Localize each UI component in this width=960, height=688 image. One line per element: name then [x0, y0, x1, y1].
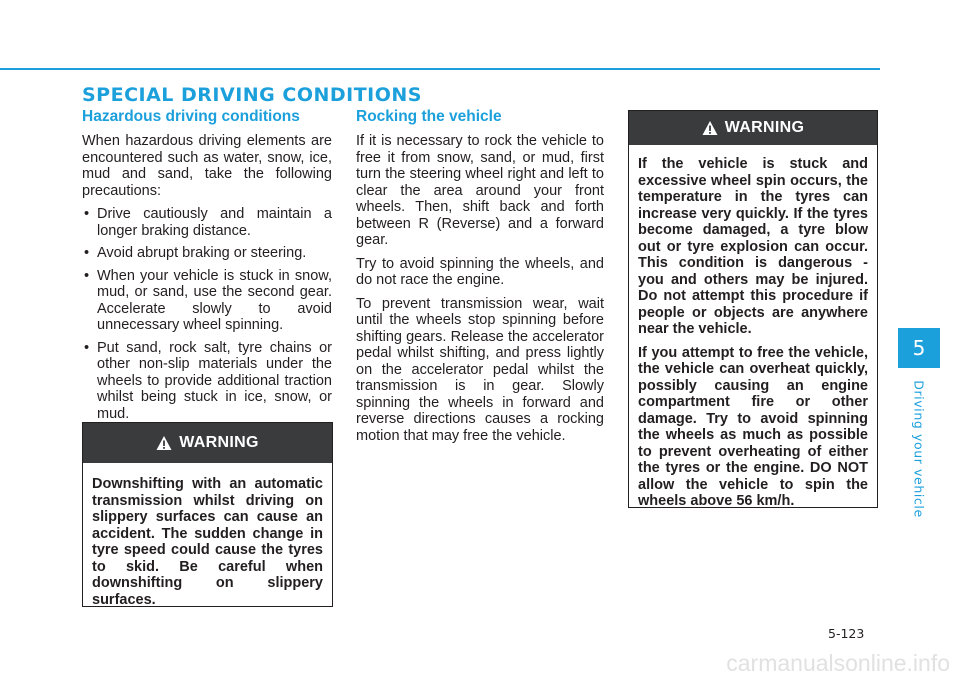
warning-box-downshifting	[82, 422, 333, 607]
rocking-paragraph: Try to avoid spinning the wheels, and do not race the engine.	[356, 255, 604, 288]
list-item: • Avoid abrupt braking or steering.	[82, 245, 332, 262]
rocking-heading: Rocking the vehicle	[356, 108, 502, 125]
list-item: • Put sand, rock salt, tyre chains or other non-slip materials under the wheels to provide additional traction whilst being stuck in ice, snow, or mud.	[82, 340, 332, 423]
warning-paragraph: If the vehicle is stuck and excessive wheel spin occurs, the temperature in the tyres can increase very quickly. If the tyres become damaged, a tyre blow out or tyre explosion can occur. This condition is dangerous - you and others may be injured. Do not attempt this procedure if people or objects are anywhere near the vehicle.	[638, 156, 868, 337]
watermark: carmanualsonline.info	[726, 650, 950, 676]
chapter-number-tab: 5	[898, 328, 940, 368]
warning-header	[83, 423, 332, 463]
warning-paragraph: If you attempt to free the vehicle, the vehicle can overheat quickly, possibly causing an engine compartment fire or other damage. Try to avoid spinning the wheels as much as possible to prevent overheating of either the tyres or the engine. DO NOT allow the vehicle to spin the wheels above 56 km/h.	[638, 344, 868, 509]
list-item: • When your vehicle is stuck in snow, mud, or sand, use the second gear. Accelerate slowly to avoid unnecessary wheel spinning.	[82, 268, 332, 334]
header-rule	[0, 68, 880, 70]
rocking-paragraph: If it is necessary to rock the vehicle to free it from snow, sand, or mud, first turn the steering wheel right and left to clear the area around your front wheels. Then, shift back and forth between R (Reverse) and a forward gear.	[356, 133, 604, 248]
hazardous-section	[82, 108, 332, 428]
warning-title: WARNING	[179, 434, 259, 451]
chapter-name-label	[898, 380, 940, 518]
rocking-section	[356, 108, 604, 451]
warning-header	[629, 111, 877, 145]
warning-title: WARNING	[724, 119, 805, 136]
warning-text: Downshifting with an automatic transmission whilst driving on slippery surfaces can cause an accident. The sudden change in tyre speed could cause the tyres to skid. Be careful when downshifting on slippery surfaces.	[92, 476, 323, 608]
hazardous-heading: Hazardous driving conditions	[82, 108, 300, 125]
list-item: • Drive cautiously and maintain a longer braking distance.	[82, 206, 332, 239]
warning-text	[629, 145, 877, 510]
page-number: 5-123	[828, 626, 865, 641]
warning-triangle-icon	[156, 435, 172, 451]
warning-triangle-icon	[702, 120, 718, 136]
chapter-name-text: Driving your vehicle	[911, 380, 927, 518]
warning-box-wheel-spin	[628, 110, 878, 508]
rocking-paragraph: To prevent transmission wear, wait until the wheels stop spinning before shifting gears. Release the accelerator pedal whilst shifting, and press lightly on the accelerator pedal whilst the transmission is in gear. Slowly spinning the wheels in forward and reverse directions causes a rocking motion that may free the vehicle.	[356, 295, 604, 444]
section-title: SPECIAL DRIVING CONDITIONS	[82, 84, 422, 106]
precautions-list	[82, 206, 332, 422]
hazardous-intro: When hazardous driving elements are encountered such as water, snow, ice, mud and sand, take the following precautions:	[82, 133, 332, 199]
